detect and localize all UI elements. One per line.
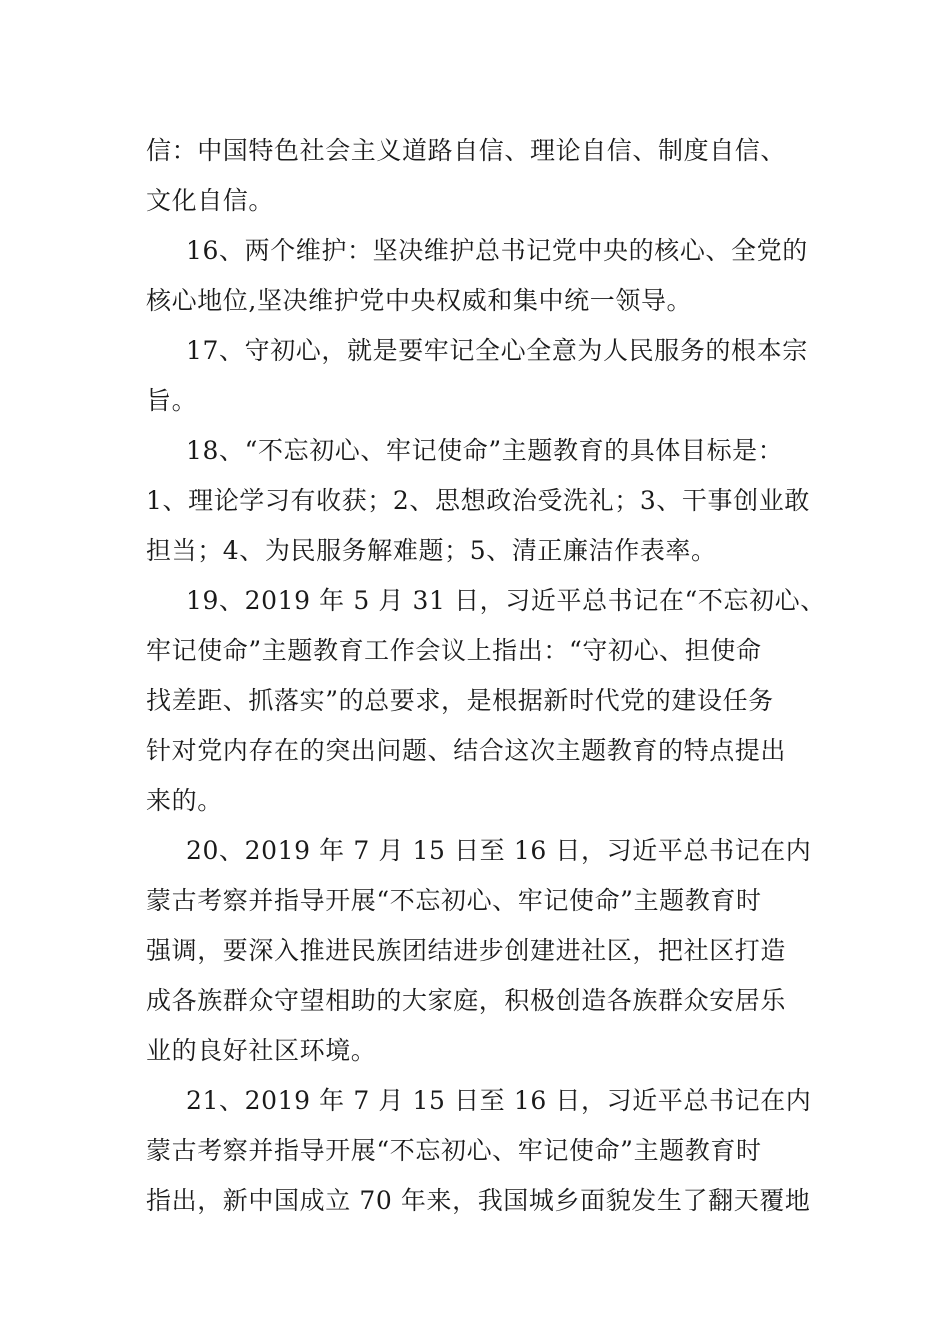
text-line-item-18: 18、“不忘初心、牢记使命”主题教育的具体目标是：	[186, 436, 784, 465]
text-line: 旨。	[146, 386, 198, 415]
text-line-item-17: 17、守初心，就是要牢记全心全意为人民服务的根本宗	[186, 336, 808, 365]
text-line: 信：中国特色社会主义道路自信、理论自信、制度自信、	[146, 136, 787, 165]
text-line: 针对党内存在的突出问题、结合这次主题教育的特点提出	[146, 736, 787, 765]
text-line: 来的。	[146, 786, 223, 815]
text-line: 指出，新中国成立 70 年来，我国城乡面貌发生了翻天覆地	[146, 1186, 811, 1215]
text-line: 蒙古考察并指导开展“不忘初心、牢记使命”主题教育时	[146, 1136, 762, 1165]
text-line-item-16: 16、两个维护：坚决维护总书记党中央的核心、全党的	[186, 236, 808, 265]
text-line: 核心地位,坚决维护党中央权威和集中统一领导。	[146, 286, 693, 315]
text-line: 找差距、抓落实”的总要求，是根据新时代党的建设任务	[146, 686, 774, 715]
text-line: 牢记使命”主题教育工作会议上指出：“守初心、担使命	[146, 636, 762, 665]
text-line-item-20: 20、2019 年 7 月 15 日至 16 日，习近平总书记在内	[186, 836, 812, 865]
text-line: 业的良好社区环境。	[146, 1036, 377, 1065]
text-line: 强调，要深入推进民族团结进步创建进社区，把社区打造	[146, 936, 787, 965]
text-line: 1、理论学习有收获；2、思想政治受洗礼；3、干事创业敢	[146, 486, 810, 515]
text-line-item-19: 19、2019 年 5 月 31 日，习近平总书记在“不忘初心、	[186, 586, 826, 615]
text-line: 蒙古考察并指导开展“不忘初心、牢记使命”主题教育时	[146, 886, 762, 915]
text-line: 文化自信。	[146, 186, 275, 215]
text-line-item-21: 21、2019 年 7 月 15 日至 16 日，习近平总书记在内	[186, 1086, 812, 1115]
text-line: 担当；4、为民服务解难题；5、清正廉洁作表率。	[146, 536, 717, 565]
text-line: 成各族群众守望相助的大家庭，积极创造各族群众安居乐	[146, 986, 787, 1015]
